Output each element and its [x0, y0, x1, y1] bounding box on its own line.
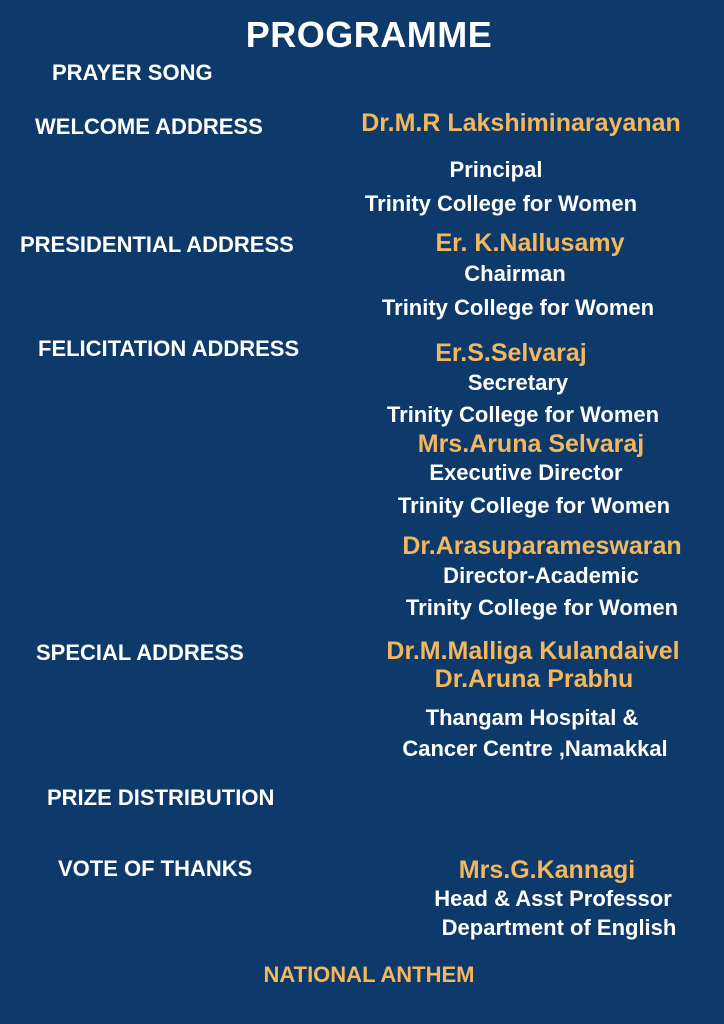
vote-speaker-dept: Department of English	[441, 915, 677, 940]
presidential-speaker-role: Chairman	[464, 261, 566, 286]
special-speaker-2-name: Dr.Aruna Prabhu	[434, 665, 634, 693]
vote-speaker-name: Mrs.G.Kannagi	[458, 856, 636, 884]
presidential-address-label: PRESIDENTIAL ADDRESS	[20, 232, 294, 257]
prayer-song-label: PRAYER SONG	[52, 60, 213, 85]
welcome-speaker-org: Trinity College for Women	[364, 191, 638, 216]
felicitation-speaker-1-org: Trinity College for Women	[386, 402, 660, 427]
special-org-line-1: Thangam Hospital &	[425, 705, 639, 730]
felicitation-speaker-2-role: Executive Director	[429, 460, 623, 485]
felicitation-address-label: FELICITATION ADDRESS	[38, 336, 300, 361]
presidential-speaker-org: Trinity College for Women	[381, 295, 655, 320]
felicitation-speaker-3-name: Dr.Arasuparameswaran	[402, 532, 682, 560]
special-address-label: SPECIAL ADDRESS	[36, 640, 244, 665]
felicitation-speaker-3-role: Director-Academic	[443, 563, 639, 588]
felicitation-speaker-3-org: Trinity College for Women	[405, 595, 679, 620]
welcome-address-label: WELCOME ADDRESS	[35, 114, 263, 139]
welcome-speaker-name: Dr.M.R Lakshiminarayanan	[361, 109, 681, 137]
felicitation-speaker-2-name: Mrs.Aruna Selvaraj	[417, 430, 645, 458]
welcome-speaker-role: Principal	[449, 157, 543, 182]
vote-speaker-role: Head & Asst Professor	[434, 886, 672, 911]
felicitation-speaker-1-role: Secretary	[467, 370, 569, 395]
special-speaker-1-name: Dr.M.Malliga Kulandaivel	[386, 637, 680, 665]
special-org-line-2: Cancer Centre ,Namakkal	[402, 736, 668, 761]
felicitation-speaker-2-org: Trinity College for Women	[397, 493, 671, 518]
felicitation-speaker-1-name: Er.S.Selvaraj	[435, 339, 587, 367]
vote-of-thanks-label: VOTE OF THANKS	[58, 856, 253, 881]
page-title: PROGRAMME	[245, 14, 493, 55]
prize-distribution-label: PRIZE DISTRIBUTION	[47, 785, 275, 810]
presidential-speaker-name: Er. K.Nallusamy	[435, 229, 625, 257]
national-anthem-label: NATIONAL ANTHEM	[263, 962, 475, 987]
